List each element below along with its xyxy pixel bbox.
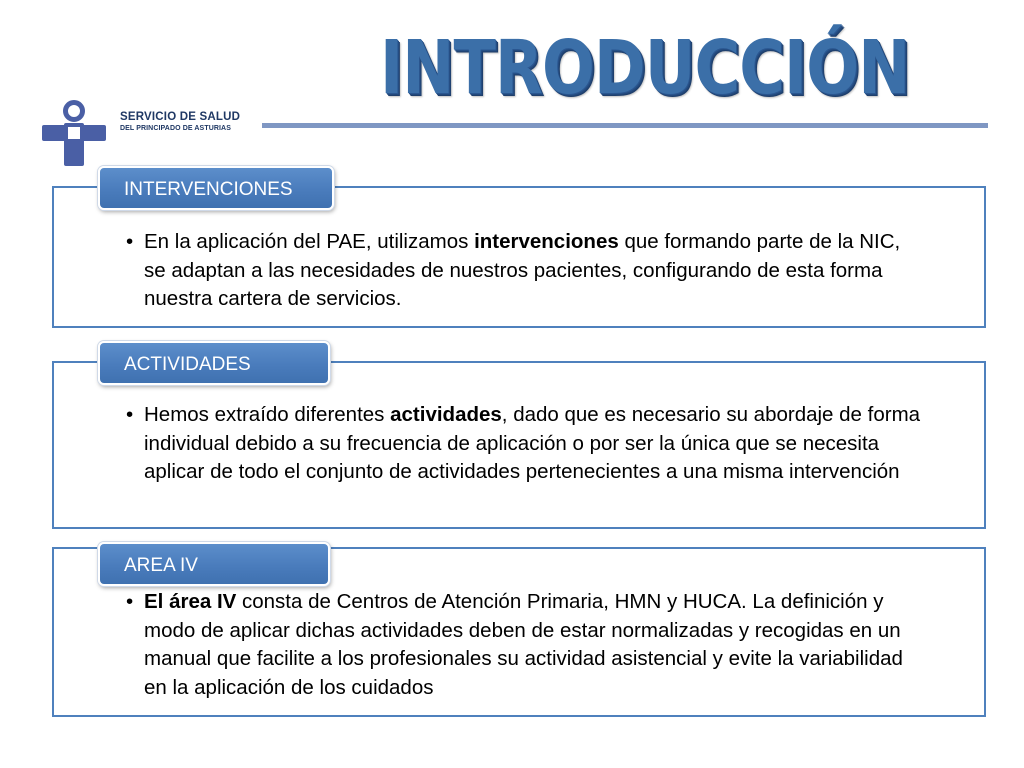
- bullet-icon: •: [126, 590, 134, 613]
- text-before: En la aplicación del PAE, utilizamos: [144, 230, 475, 253]
- text-bold: intervenciones: [474, 230, 619, 253]
- text-after: , dado que es necesario su abordaje de forma individual debido a su frecuencia de aplicación o por ser la única que se necesita aplicar de todo el conjunto de actividades pertenecientes a una misma intervención: [144, 403, 921, 483]
- logo: [42, 100, 272, 170]
- text-bold: El área IV: [144, 590, 237, 613]
- section-label-area-iv: AREA IV: [98, 542, 330, 586]
- health-cross-logo-icon: [42, 100, 106, 166]
- page-title: INTRODUCCIÓN: [380, 25, 910, 111]
- logo-line2: DEL PRINCIPADO DE ASTURIAS: [120, 125, 231, 132]
- section-text-area-iv: [126, 588, 926, 702]
- text-after: que formando parte de la NIC, se adaptan a las necesidades de nuestros pacientes, configurando de esta forma nuestra cartera de servicios.: [144, 230, 901, 310]
- logo-text: [120, 110, 240, 134]
- bullet-icon: •: [126, 230, 134, 253]
- section-label-actividades: ACTIVIDADES: [98, 341, 330, 385]
- text-bold: actividades: [390, 403, 502, 426]
- bullet-item: [126, 588, 926, 702]
- section-text-intervenciones: [126, 228, 926, 314]
- section-label-intervenciones: INTERVENCIONES: [98, 166, 334, 210]
- text-before: Hemos extraído diferentes: [144, 403, 391, 426]
- section-text-actividades: [126, 401, 926, 487]
- bullet-item: [126, 401, 926, 487]
- bullet-item: [126, 228, 926, 314]
- bullet-icon: •: [126, 403, 134, 426]
- title-divider: [262, 123, 988, 128]
- text-after: consta de Centros de Atención Primaria, HMN y HUCA. La definición y modo de aplicar dichas actividades deben de estar normalizadas y recogidas en un manual que facilite a los profesionales su actividad asistencial y evite la variabilidad en la aplicación de los cuidados: [144, 590, 903, 699]
- logo-line1: SERVICIO DE SALUD: [120, 111, 241, 123]
